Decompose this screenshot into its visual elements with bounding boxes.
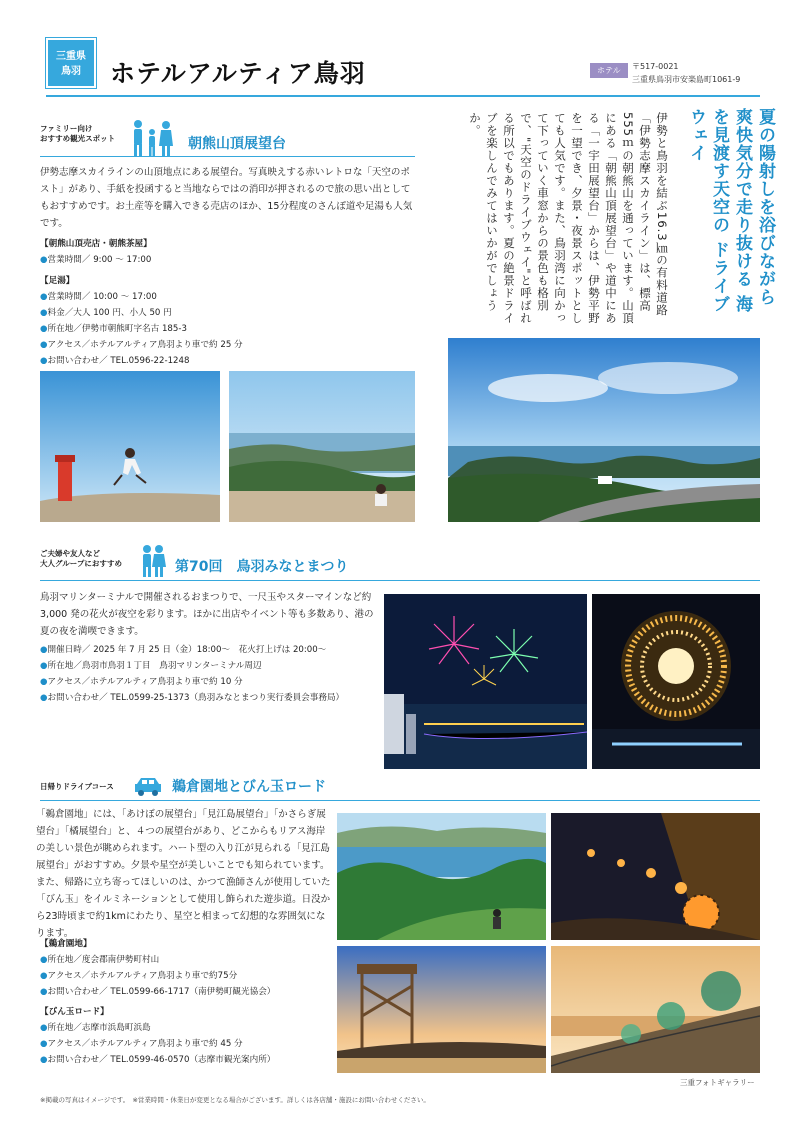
photo-fireworks-big bbox=[592, 594, 760, 769]
street-address: 三重県鳥羽市安楽島町1061-9 bbox=[632, 75, 741, 84]
section3-description: 「鵜倉園地」には、「あけぼの展望台」「見江島展望台」「かさらぎ展望台」「橘展望台」と、４つの展望台があり、どこからもリアス海岸の美しい景色が眺められます。ハート型の入り江が見られる「見江島展望台」がおすすめ。夕景や星空が美しいことでも知られています。また、帰路に立ち寄ってほしいのは、かつて漁師さんが使用していた「びん玉」をイルミネーションとして使用し飾られた遊歩道。日没から23時頃まで約1kmにわたり、星空と相まって幻想的な雰囲気になります。 bbox=[36, 809, 331, 939]
shop-hours: 営業時間／ 9:00 ～ 17:00 bbox=[47, 255, 152, 265]
section2-title: 第70回 鳥羽みなとまつり bbox=[175, 559, 349, 575]
shop-heading: 【朝熊山頂売店・朝熊茶屋】 bbox=[40, 239, 152, 249]
ukura-heading: 【鵜倉園地】 bbox=[40, 939, 92, 949]
section2-label bbox=[40, 549, 122, 569]
foot-bath-hours: 営業時間／ 10:00 ～ 17:00 bbox=[47, 292, 157, 302]
page-title: ホテルアルティア鳥羽 bbox=[110, 59, 366, 88]
header-divider bbox=[46, 95, 760, 97]
ukura-location: 所在地／度会郡南伊勢町村山 bbox=[47, 955, 160, 965]
festival-tel: お問い合わせ／ TEL.0599-25-1373（鳥羽みなとまつり実行委員会事務局） bbox=[47, 693, 345, 703]
foot-bath-fee: 料金／大人 100 円、小人 50 円 bbox=[47, 308, 172, 318]
section1-description: 伊勢志摩スカイラインの山頂地点にある展望台。写真映えする赤いレトロな「天空のポスト」があり、手紙を投函すると当地ならではの消印が押されるので旅の思い出としてもおすすめです。お土産等を購入できる売店のほか、15分程度のさんぽ道や足湯も人気です。 bbox=[40, 167, 413, 229]
section1-title: 朝熊山頂展望台 bbox=[188, 136, 286, 152]
photo-ria-coast bbox=[337, 813, 546, 940]
bindama-access: アクセス／ホテルアルティア鳥羽より車で約 45 分 bbox=[47, 1039, 243, 1049]
hotel-address bbox=[632, 60, 740, 86]
festival-location: 所在地／鳥羽市鳥羽１丁目 鳥羽マリンターミナル周辺 bbox=[47, 661, 262, 671]
footer-note: ※掲載の写真はイメージです。 ※営業時間・休業日が変更となる場合がございます。詳しくは各店舗・施設にお問い合わせください。 bbox=[40, 1096, 430, 1104]
foot-bath-access: アクセス／ホテルアルティア鳥羽より車で約 25 分 bbox=[47, 340, 243, 350]
photo-sky-post bbox=[40, 371, 220, 522]
drive-headline: 夏の陽射しを浴びながら 爽快気分で走り抜ける 海を見渡す天空の ドライブウェイ bbox=[686, 108, 775, 313]
photo-fireworks-harbor bbox=[384, 594, 587, 769]
ukura-access: アクセス／ホテルアルティア鳥羽より車で約75分 bbox=[47, 971, 238, 981]
photo-glass-floats bbox=[551, 946, 760, 1073]
photo-bindama-night bbox=[551, 813, 760, 940]
section1-small-2: おすすめ観光スポット bbox=[40, 134, 116, 143]
festival-date: 開催日時／ 2025 年 7 月 25 日（金）18:00～ 花火打上げは 20:00～ bbox=[47, 645, 327, 655]
foot-bath-tel: お問い合わせ／ TEL.0596-22-1248 bbox=[47, 356, 190, 366]
section2-small-2: 大人グループにおすすめ bbox=[40, 559, 122, 568]
category-tag: ホテル bbox=[590, 63, 628, 78]
foot-bath-location: 所在地／伊勢市朝熊町字名古 185-3 bbox=[47, 324, 187, 334]
section3-small-label: 日帰りドライブコース bbox=[40, 782, 114, 791]
ukura-tel: お問い合わせ／ TEL.0599-66-1717（南伊勢町観光協会） bbox=[47, 987, 276, 997]
foot-bath-heading: 【足湯】 bbox=[40, 276, 75, 286]
section1-underline bbox=[40, 156, 415, 157]
postal-code: 〒517-0021 bbox=[632, 62, 679, 71]
section1-label bbox=[40, 124, 115, 144]
photo-observation-tower bbox=[337, 946, 546, 1073]
shop-hours-row: ●営業時間／ 9:00 ～ 17:00 bbox=[40, 255, 152, 265]
car-icon bbox=[133, 776, 163, 798]
section3-title: 鵜倉園地とびん玉ロード bbox=[172, 779, 326, 795]
section1-info: 【朝熊山頂売店・朝熊茶屋】 ●営業時間／ 9:00 ～ 17:00 【足湯】 ●営業時間／ 10:00 ～ 17:00 ●料金／大人 100 円、小人 50 円 ●所在地／伊勢市朝熊町字名古 185-3 ●アクセス／ホテルアルティア鳥羽より車で約 25 分 ●お問い合わせ／ TEL.0596-22-1248 bbox=[40, 236, 420, 369]
photo-credit: 三重フォトギャラリー bbox=[680, 1078, 755, 1087]
family-icon bbox=[128, 118, 176, 158]
photo-observation-view bbox=[229, 371, 415, 522]
section2-info: ●開催日時／ 2025 年 7 月 25 日（金）18:00～ 花火打上げは 20:00～ ●所在地／鳥羽市鳥羽１丁目 鳥羽マリンターミナル周辺 ●アクセス／ホテルアルティア鳥羽より車で約 10 分 ●お問い合わせ／ TEL.0599-25-1373（鳥羽みなとまつり実行委員会事務局） bbox=[40, 645, 345, 703]
section3-underline bbox=[40, 800, 760, 801]
bindama-location: 所在地／志摩市浜島町浜島 bbox=[47, 1023, 151, 1033]
region-badge bbox=[46, 38, 96, 88]
section1-small-1: ファミリー向け bbox=[40, 124, 93, 133]
photo-skyline-drive bbox=[448, 338, 760, 522]
bindama-heading: 【びん玉ロード】 bbox=[40, 1007, 109, 1017]
badge-prefecture: 三重県 bbox=[56, 51, 86, 62]
drive-body: 伊勢と鳥羽を結ぶ16.3㎞の有料道路「伊勢志摩スカイライン」は、標高555ｍの朝熊山を通っています。山頂にある「朝熊山頂展望台」や道中にある「一宇田展望台」からは、伊勢平野を一望でき、夕景・夜景スポットとしても人気です。また、鳥羽湾に向かって下っていく車窓からの景色も格別で、"天空のドライブウェイ"と呼ばれる所以でもあります。夏の絶景ドライブを楽しんでみてはいかがでしょうか。 bbox=[468, 112, 669, 325]
section2-description: 鳥羽マリンターミナルで開催されるおまつりで、一尺玉やスターマインなど約 3,000 発の花火が夜空を彩ります。ほかに出店やイベント等も多数あり、港の夏の夜を満喫できます。 bbox=[40, 592, 374, 637]
bindama-tel: お問い合わせ／ TEL.0599-46-0570（志摩市観光案内所） bbox=[47, 1055, 276, 1065]
adults-icon bbox=[138, 544, 168, 578]
festival-access: アクセス／ホテルアルティア鳥羽より車で約 10 分 bbox=[47, 677, 243, 687]
section3-info: 【鵜倉園地】 ●所在地／度会郡南伊勢町村山 ●アクセス／ホテルアルティア鳥羽より車で約75分 ●お問い合わせ／ TEL.0599-66-1717（南伊勢町観光協会） 【びん玉ロード】 ●所在地／志摩市浜島町浜島 ●アクセス／ホテルアルティア鳥羽より車で約 45 分 ●お問い合わせ／ TEL.0599-46-0570（志摩市観光案内所） bbox=[40, 936, 340, 1068]
section2-underline bbox=[40, 580, 760, 581]
section2-small-1: ご夫婦や友人など bbox=[40, 549, 100, 558]
badge-city: 鳥羽 bbox=[61, 66, 81, 77]
